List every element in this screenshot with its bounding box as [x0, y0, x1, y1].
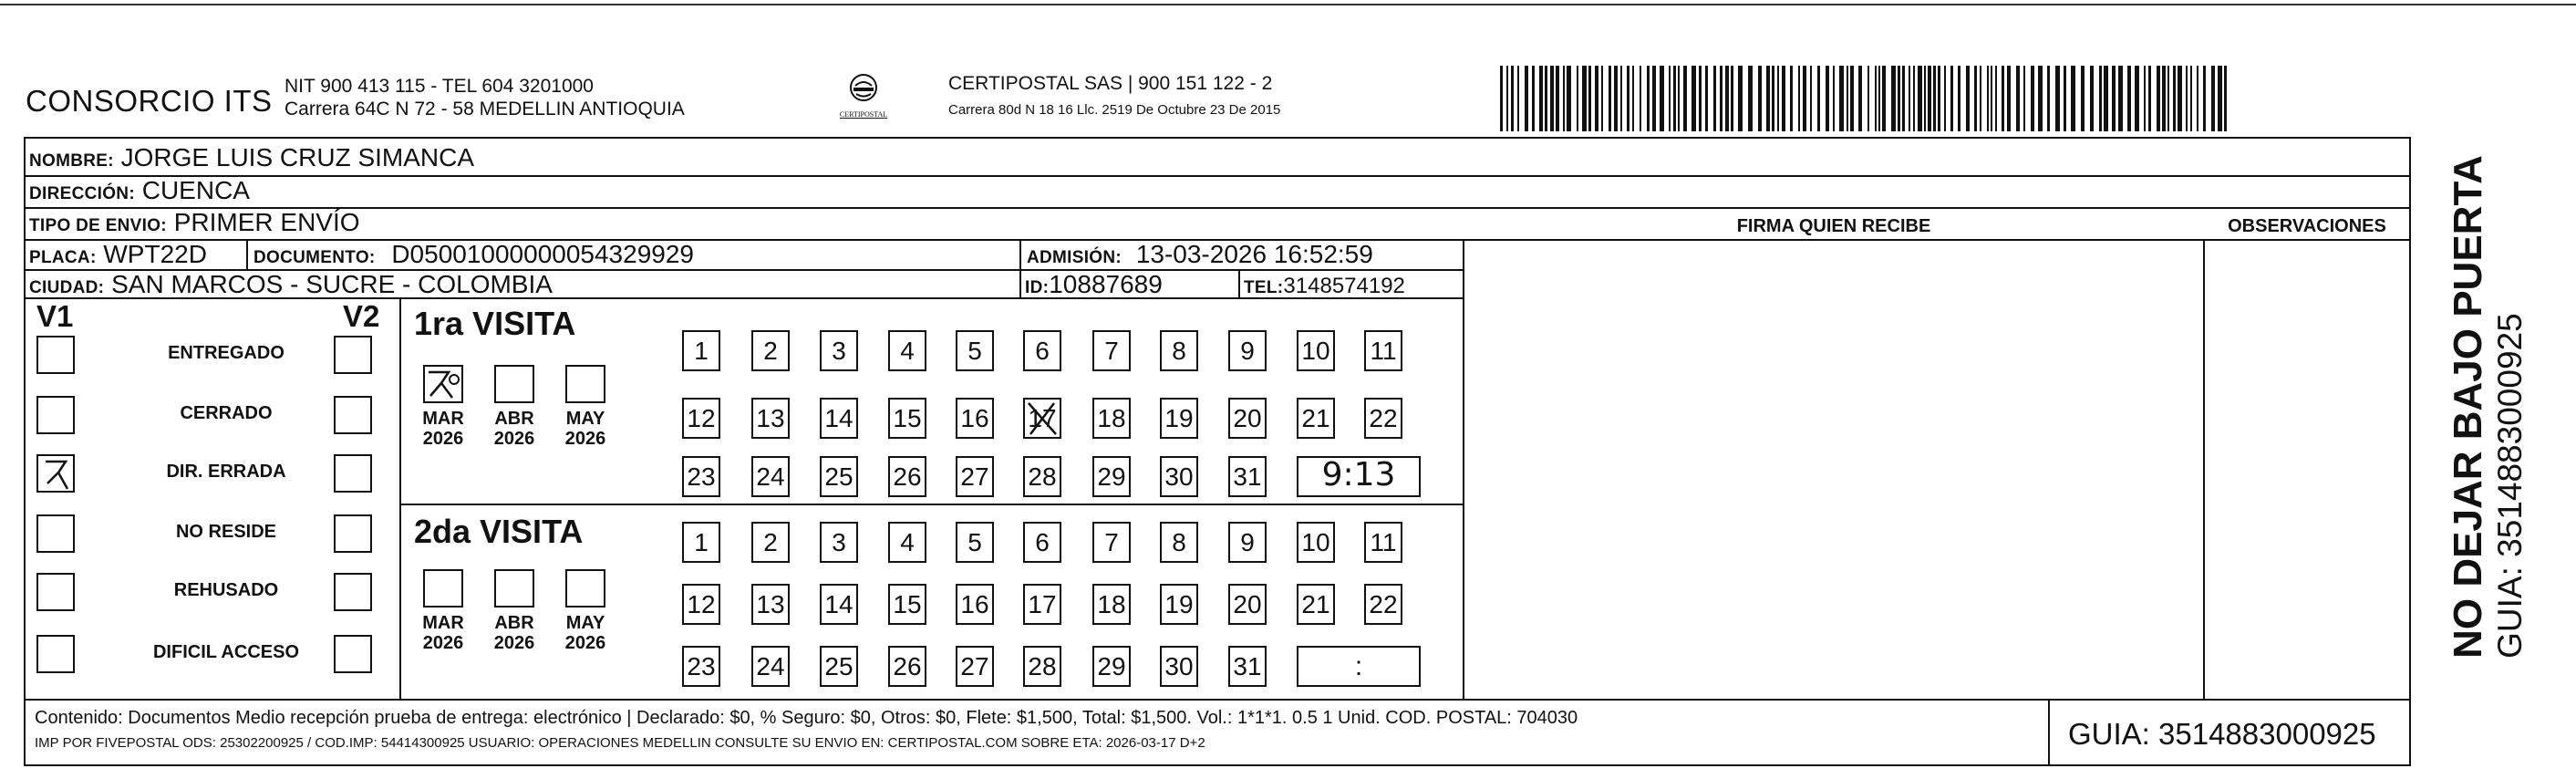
day-box[interactable]: 21 [1297, 584, 1335, 625]
direccion-label: DIRECCIÓN: [29, 184, 135, 203]
barcode-bar [2197, 66, 2198, 131]
day-box[interactable]: 30 [1160, 456, 1198, 497]
cell-divider [1019, 239, 1021, 297]
barcode-bar [2186, 66, 2188, 131]
barcode-bar [1995, 66, 1997, 131]
barcode-bar [1777, 66, 1779, 131]
footer-guia-divider [2048, 699, 2050, 766]
barcode-bar [1539, 66, 1543, 131]
v2-header: V2 [343, 299, 380, 333]
day-box[interactable]: 23 [682, 646, 720, 687]
barcode-bar [1966, 66, 1970, 131]
barcode-bar [1713, 66, 1716, 131]
first-visit-title: 1ra VISITA [414, 305, 576, 342]
barcode-bar [1748, 66, 1753, 131]
observations-col-divider [2203, 239, 2205, 699]
barcode-bar [1545, 66, 1547, 131]
day-box[interactable]: 7 [1092, 330, 1131, 371]
barcode-bar [1950, 66, 1953, 131]
barcode-bar [1974, 66, 1977, 131]
month-name: ABR [494, 613, 534, 633]
day-box[interactable]: 24 [751, 646, 790, 687]
barcode-bar [2016, 66, 2020, 131]
tipo-envio-field [29, 209, 360, 240]
barcode-bar [1683, 66, 1687, 131]
status-label: DIFICIL ACCESO [152, 642, 299, 662]
admision-field [1027, 241, 1373, 272]
barcode-bar [1647, 66, 1650, 131]
day-box[interactable]: 2 [751, 330, 790, 371]
barcode-bar [1898, 66, 1900, 131]
day-box[interactable]: 8 [1160, 522, 1198, 563]
barcode-bar [1563, 66, 1565, 131]
month-name: MAY [565, 613, 605, 633]
barcode-bar [1875, 66, 1877, 131]
v2-checkbox[interactable] [334, 396, 372, 434]
barcode-bar [2127, 66, 2131, 131]
barcode-bar [2162, 66, 2166, 131]
day-box[interactable]: 12 [682, 584, 720, 625]
v1-checkbox[interactable] [36, 336, 75, 374]
day-box[interactable]: 5 [956, 522, 994, 563]
barcode-bar [2099, 66, 2102, 131]
barcode-bar [1614, 66, 1618, 131]
day-box[interactable]: 2 [751, 522, 790, 563]
day-box[interactable]: 4 [888, 330, 926, 371]
barcode-bar [1517, 66, 1519, 131]
day-box[interactable]: 26 [888, 456, 926, 497]
day-box[interactable]: 8 [1160, 330, 1198, 371]
certipostal-title: CERTIPOSTAL SAS | 900 151 122 - 2 [948, 73, 1273, 94]
ciudad-label: CIUDAD: [29, 278, 105, 297]
barcode-bar [1902, 66, 1905, 131]
placa-value: WPT22D [103, 240, 207, 268]
day-box[interactable]: 16 [956, 398, 994, 439]
month-checkbox[interactable] [565, 365, 605, 403]
month-label [554, 409, 616, 449]
documento-field [253, 241, 694, 272]
barcode-bar [2104, 66, 2108, 131]
day-box[interactable]: 9 [1228, 522, 1267, 563]
barcode-bar [1673, 66, 1676, 131]
v1-checkbox[interactable] [36, 454, 75, 493]
day-box[interactable]: 10 [1297, 522, 1335, 563]
barcode-bar [1567, 66, 1571, 131]
direccion-value: CUENCA [141, 176, 250, 204]
firma-header: FIRMA QUIEN RECIBE [1736, 216, 1931, 236]
barcode-bar [1803, 66, 1806, 131]
barcode-bar [1928, 66, 1931, 131]
barcode-bar [2064, 66, 2066, 131]
cell-divider [1238, 269, 1240, 297]
day-box[interactable]: 10 [1297, 330, 1335, 371]
admision-label: ADMISIÓN: [1027, 248, 1122, 267]
status-label: REHUSADO [173, 580, 279, 600]
barcode-bar [2081, 66, 2085, 131]
marked-day-number: 17 [1028, 404, 1057, 432]
month-year: 2026 [422, 429, 464, 449]
day-box[interactable]: 28 [1023, 646, 1061, 687]
tipo-envio-value: PRIMER ENVÍO [173, 208, 360, 236]
day-box[interactable]: 3 [820, 330, 858, 371]
month-label [412, 409, 474, 449]
nombre-label: NOMBRE: [29, 151, 114, 171]
barcode-bar [2112, 66, 2116, 131]
delivery-form [24, 137, 2411, 766]
side-guia: GUIA: 3514883000925 [2491, 313, 2529, 659]
cell-divider [246, 239, 248, 269]
barcode-bar [1987, 66, 1989, 131]
status-col-divider [399, 297, 401, 699]
day-box[interactable]: 7 [1092, 522, 1131, 563]
barcode-bar [2135, 66, 2139, 131]
company-name: CONSORCIO ITS [26, 84, 273, 118]
day-box[interactable]: 13 [751, 398, 790, 439]
day-box[interactable]: 24 [751, 456, 790, 497]
day-box[interactable]: 27 [956, 456, 994, 497]
day-box[interactable]: 3 [820, 522, 858, 563]
signature-col-divider [1463, 239, 1464, 699]
barcode-bar [1858, 66, 1862, 131]
placa-label: PLACA: [29, 248, 97, 267]
day-box[interactable]: 17 [1023, 584, 1061, 625]
barcode-bar [1500, 66, 1503, 131]
id-value: 10887689 [1049, 270, 1163, 298]
logo-caption: CERTIPOSTAL [839, 110, 888, 119]
month-year: 2026 [493, 429, 535, 449]
day-box[interactable]: 11 [1364, 330, 1402, 371]
barcode-bar [2118, 66, 2123, 131]
tel-label: TEL: [1244, 278, 1284, 297]
barcode-bar [2047, 66, 2050, 131]
first-visit-time-box[interactable] [1297, 456, 1421, 497]
month-name: MAR [422, 613, 464, 633]
cross-mark-icon [1025, 400, 1061, 439]
barcode-bar [1577, 66, 1578, 131]
barcode-bar [1882, 66, 1886, 131]
observaciones-header: OBSERVACIONES [2228, 216, 2386, 236]
barcode-bar [1582, 66, 1587, 131]
barcode-bar [2157, 66, 2160, 131]
month-label [483, 613, 545, 653]
barcode-bar [2203, 66, 2206, 131]
month-year: 2026 [493, 633, 535, 653]
day-box[interactable]: 22 [1364, 584, 1402, 625]
barcode-bar [2224, 66, 2227, 131]
barcode-bar [1826, 66, 1829, 131]
footer-print-info: IMP POR FIVEPOSTAL ODS: 25302200925 / COD.IMP: 54414300925 USUARIO: OPERACIONES MEDELLIN CONSULTE SU ENVIO EN: CERTIPOSTAL.COM SOBRE ETA: 2026-03-17 D+2 [35, 735, 1205, 751]
month-year: 2026 [564, 633, 606, 653]
v2-checkbox[interactable] [334, 573, 372, 611]
tipo-envio-label: TIPO DE ENVIO: [29, 216, 167, 235]
barcode-bar [2002, 66, 2004, 131]
day-box[interactable]: 28 [1023, 456, 1061, 497]
barcode-bar [1720, 66, 1723, 131]
barcode-bar [2007, 66, 2011, 131]
visit-time: : [1354, 651, 1363, 681]
day-box[interactable]: 19 [1160, 398, 1198, 439]
day-box[interactable]: 23 [682, 456, 720, 497]
barcode-bar [2031, 66, 2034, 131]
barcode-bar [1588, 66, 1591, 131]
barcode-bar [1766, 66, 1770, 131]
id-label: ID: [1025, 278, 1050, 297]
day-box[interactable]: 22 [1364, 398, 1402, 439]
barcode-bar [1691, 66, 1696, 131]
day-box[interactable]: 19 [1160, 584, 1198, 625]
admision-value: 13-03-2026 16:52:59 [1135, 240, 1373, 268]
status-label: CERRADO [180, 403, 273, 423]
day-box[interactable]: 15 [888, 584, 926, 625]
barcode-bar [1944, 66, 1946, 131]
barcode-bar [1772, 66, 1774, 131]
barcode-bar [2071, 66, 2075, 131]
barcode-bar [2148, 66, 2151, 131]
status-label: DIR. ERRADA [166, 462, 286, 482]
barcode-bar [2144, 66, 2146, 131]
day-box[interactable]: 26 [888, 646, 926, 687]
month-label [483, 409, 545, 449]
day-box[interactable]: 27 [956, 646, 994, 687]
certipostal-logo-icon [845, 73, 882, 104]
barcode-bar [1758, 66, 1762, 131]
barcode-bar [2090, 66, 2094, 131]
check-mark-icon [38, 456, 75, 493]
barcode-bar [1991, 66, 1992, 131]
barcode-bar [2190, 66, 2192, 131]
month-year: 2026 [422, 633, 464, 653]
barcode-bar [1699, 66, 1702, 131]
visit-time: 9:13 [1321, 456, 1396, 493]
row-divider [26, 175, 2409, 177]
top-edge-line [0, 4, 2576, 5]
barcode-bar [1609, 66, 1611, 131]
second-visit-title: 2da VISITA [414, 513, 584, 550]
ciudad-value: SAN MARCOS - SUCRE - COLOMBIA [111, 270, 553, 298]
footer-contents: Contenido: Documentos Medio recepción prueba de entrega: electrónico | Declarado: $0, % Seguro: $0, Otros: $0, Flete: $1,500, Total: $1,500. Vol.: 1*1*1. 0.5 1 Unid. COD. POSTAL: 704030 [35, 708, 1578, 728]
v2-checkbox[interactable] [334, 336, 372, 374]
month-label [412, 613, 474, 653]
barcode-bar [1913, 66, 1915, 131]
barcode-bar [1652, 66, 1656, 131]
barcode-bar [1833, 66, 1835, 131]
barcode [1500, 66, 2229, 131]
barcode-bar [1867, 66, 1869, 131]
barcode-bar [1595, 66, 1598, 131]
barcode-bar [1550, 66, 1554, 131]
barcode-bar [1790, 66, 1793, 131]
v1-checkbox[interactable] [36, 635, 75, 673]
month-checkbox[interactable] [423, 365, 463, 403]
side-text [2446, 155, 2529, 659]
month-year: 2026 [564, 429, 606, 449]
v1-checkbox[interactable] [36, 514, 75, 553]
day-box[interactable]: 9 [1228, 330, 1267, 371]
day-box[interactable]: 13 [751, 584, 790, 625]
barcode-bar [1556, 66, 1559, 131]
month-checkbox[interactable] [494, 569, 534, 608]
company-info [284, 75, 685, 120]
direccion-field [29, 177, 250, 208]
placa-field [29, 241, 207, 272]
footer-guia-number: GUIA: 3514883000925 [2068, 717, 2376, 751]
barcode-bar [2055, 66, 2060, 131]
month-name: MAY [565, 409, 605, 429]
month-label [554, 613, 616, 653]
barcode-bar [1731, 66, 1733, 131]
day-box[interactable]: 1 [682, 330, 720, 371]
row-divider [26, 207, 2409, 209]
barcode-bar [2167, 66, 2169, 131]
month-checkbox[interactable] [494, 365, 534, 403]
ciudad-field [29, 271, 553, 302]
barcode-bar [2173, 66, 2176, 131]
barcode-bar [1669, 66, 1671, 131]
day-box[interactable]: 18 [1092, 398, 1131, 439]
barcode-bar [1525, 66, 1528, 131]
day-box[interactable]: 14 [820, 584, 858, 625]
day-box[interactable]: 14 [820, 398, 858, 439]
day-box[interactable]: 20 [1228, 398, 1267, 439]
day-box[interactable] [1023, 398, 1061, 439]
barcode-bar [1678, 66, 1680, 131]
barcode-bar [1958, 66, 1960, 131]
status-label: NO RESIDE [175, 522, 277, 542]
barcode-bar [1627, 66, 1629, 131]
month-checkbox[interactable] [423, 569, 463, 608]
v2-checkbox[interactable] [334, 635, 372, 673]
certipostal-license: Carrera 80d N 18 16 Llc. 2519 De Octubre 23 De 2015 [948, 102, 1281, 118]
documento-value: D05001000000054329929 [391, 240, 694, 268]
day-box[interactable]: 15 [888, 398, 926, 439]
barcode-bar [1601, 66, 1603, 131]
month-checkbox[interactable] [565, 569, 605, 608]
side-warning: NO DEJAR BAJO PUERTA [2446, 155, 2490, 659]
day-box[interactable]: 6 [1023, 522, 1061, 563]
status-label: ENTREGADO [168, 343, 284, 363]
barcode-bar [1817, 66, 1820, 131]
day-box[interactable]: 6 [1023, 330, 1061, 371]
barcode-bar [1620, 66, 1622, 131]
certipostal-logo [832, 73, 895, 128]
day-box[interactable]: 25 [820, 646, 858, 687]
nombre-field [29, 144, 474, 175]
day-box[interactable]: 20 [1228, 584, 1267, 625]
day-box[interactable]: 29 [1092, 646, 1131, 687]
day-box[interactable]: 5 [956, 330, 994, 371]
tel-field [1244, 271, 1405, 302]
barcode-bar [1918, 66, 1922, 131]
barcode-bar [1640, 66, 1641, 131]
barcode-bar [1738, 66, 1743, 131]
barcode-bar [2038, 66, 2043, 131]
v1-checkbox[interactable] [36, 396, 75, 434]
v2-checkbox[interactable] [334, 514, 372, 553]
second-visit-time-box[interactable] [1297, 646, 1421, 687]
company-address: Carrera 64C N 72 - 58 MEDELLIN ANTIOQUIA [284, 99, 685, 119]
barcode-bar [2023, 66, 2025, 131]
month-name: MAR [422, 409, 464, 429]
barcode-bar [1891, 66, 1896, 131]
barcode-bar [2211, 66, 2215, 131]
barcode-bar [1924, 66, 1926, 131]
barcode-bar [1511, 66, 1514, 131]
day-box[interactable]: 30 [1160, 646, 1198, 687]
day-box[interactable]: 1 [682, 522, 720, 563]
barcode-bar [1878, 66, 1880, 131]
day-box[interactable]: 31 [1228, 456, 1267, 497]
day-box[interactable]: 25 [820, 456, 858, 497]
v1-checkbox[interactable] [36, 573, 75, 611]
v2-checkbox[interactable] [334, 454, 372, 493]
tel-value: 3148574192 [1283, 274, 1405, 298]
day-box[interactable]: 18 [1092, 584, 1131, 625]
day-box[interactable]: 12 [682, 398, 720, 439]
id-field [1025, 271, 1163, 302]
barcode-bar [1933, 66, 1936, 131]
barcode-bar [1850, 66, 1854, 131]
day-box[interactable]: 21 [1297, 398, 1335, 439]
documento-label: DOCUMENTO: [253, 248, 376, 267]
barcode-bar [1725, 66, 1729, 131]
nombre-value: JORGE LUIS CRUZ SIMANCA [120, 143, 475, 171]
visit-divider [399, 504, 1463, 505]
barcode-bar [2178, 66, 2182, 131]
barcode-bar [1506, 66, 1508, 131]
footer-divider [26, 699, 2409, 701]
barcode-bar [1810, 66, 1812, 131]
barcode-bar [1909, 66, 1910, 131]
company-nit: NIT 900 413 115 - TEL 604 3201000 [284, 76, 594, 97]
day-box[interactable]: 16 [956, 584, 994, 625]
barcode-bar [1660, 66, 1664, 131]
barcode-bar [1798, 66, 1800, 131]
barcode-bar [1980, 66, 1981, 131]
barcode-bar [1782, 66, 1785, 131]
barcode-bar [1847, 66, 1848, 131]
day-box[interactable]: 11 [1364, 522, 1402, 563]
check-mark-icon [425, 367, 463, 403]
month-name: ABR [494, 409, 534, 429]
barcode-bar [1705, 66, 1708, 131]
barcode-bar [2218, 66, 2222, 131]
day-box[interactable]: 29 [1092, 456, 1131, 497]
day-box[interactable]: 31 [1228, 646, 1267, 687]
barcode-bar [1938, 66, 1940, 131]
barcode-bar [1839, 66, 1844, 131]
barcode-bar [1532, 66, 1535, 131]
v1-header: V1 [36, 299, 74, 333]
barcode-bar [1632, 66, 1634, 131]
day-box[interactable]: 4 [888, 522, 926, 563]
